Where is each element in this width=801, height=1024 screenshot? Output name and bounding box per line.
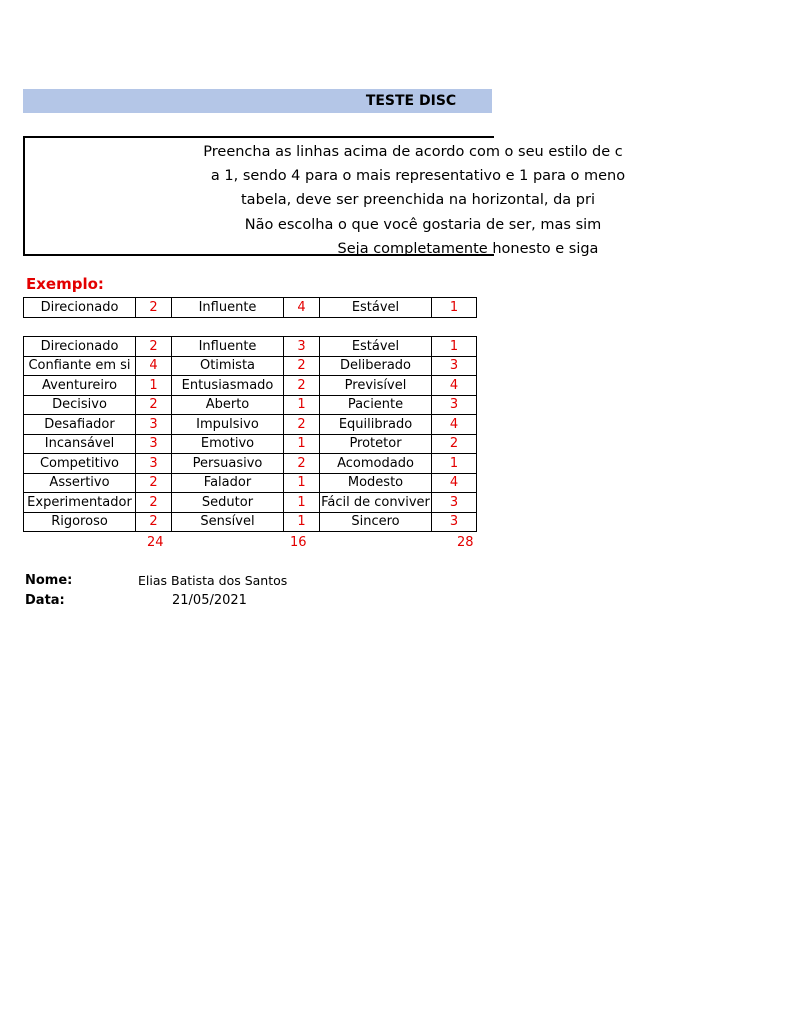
table-row <box>24 356 477 376</box>
word-cell: Entusiasmado <box>172 376 284 396</box>
word-cell: Influente <box>172 298 284 318</box>
score-cell[interactable]: 2 <box>432 434 477 454</box>
table-row <box>24 434 477 454</box>
table-row <box>24 395 477 415</box>
word-cell: Otimista <box>172 356 284 376</box>
name-label: Nome: <box>25 573 73 588</box>
instruction-line: a 1, sendo 4 para o mais representativo e 1 para o meno <box>210 168 626 185</box>
word-cell: Experimentador <box>24 493 136 513</box>
word-cell: Estável <box>320 298 432 318</box>
score-cell[interactable]: 4 <box>432 376 477 396</box>
word-cell: Persuasivo <box>172 454 284 474</box>
word-cell: Aventureiro <box>24 376 136 396</box>
score-cell[interactable]: 1 <box>136 376 172 396</box>
example-row <box>24 298 477 318</box>
disc-table <box>23 336 477 532</box>
table-row <box>24 473 477 493</box>
word-cell: Assertivo <box>24 473 136 493</box>
word-cell: Aberto <box>172 395 284 415</box>
instruction-line: Não escolha o que você gostaria de ser, mas sim <box>244 216 602 233</box>
score-cell[interactable]: 4 <box>136 356 172 376</box>
table-row <box>24 337 477 357</box>
score-cell[interactable]: 2 <box>136 493 172 513</box>
score-cell[interactable]: 2 <box>136 473 172 493</box>
table-row <box>24 512 477 532</box>
word-cell: Deliberado <box>320 356 432 376</box>
word-cell: Estável <box>320 337 432 357</box>
word-cell: Emotivo <box>172 434 284 454</box>
word-cell: Competitivo <box>24 454 136 474</box>
word-cell: Previsível <box>320 376 432 396</box>
total-2: 16 <box>290 535 307 550</box>
score-cell[interactable]: 1 <box>432 298 477 318</box>
example-table <box>23 297 477 318</box>
table-row <box>24 493 477 513</box>
date-value: 21/05/2021 <box>172 593 247 608</box>
instruction-line: Preencha as linhas acima de acordo com o seu estilo de c <box>203 144 623 160</box>
table-row <box>24 376 477 396</box>
score-cell[interactable]: 2 <box>284 376 320 396</box>
score-cell[interactable]: 2 <box>284 356 320 376</box>
instructions-box <box>23 136 626 257</box>
score-cell[interactable]: 3 <box>136 415 172 435</box>
score-cell[interactable]: 2 <box>284 454 320 474</box>
word-cell: Equilibrado <box>320 415 432 435</box>
score-cell[interactable]: 1 <box>284 434 320 454</box>
score-cell[interactable]: 2 <box>136 395 172 415</box>
score-cell[interactable]: 3 <box>432 493 477 513</box>
total-3: 28 <box>457 535 474 550</box>
table-row <box>24 415 477 435</box>
word-cell: Desafiador <box>24 415 136 435</box>
score-cell[interactable]: 2 <box>136 512 172 532</box>
score-cell[interactable]: 3 <box>432 395 477 415</box>
score-cell[interactable]: 2 <box>136 298 172 318</box>
word-cell: Direcionado <box>24 298 136 318</box>
word-cell: Sensível <box>172 512 284 532</box>
score-cell[interactable]: 3 <box>284 337 320 357</box>
word-cell: Acomodado <box>320 454 432 474</box>
word-cell: Impulsivo <box>172 415 284 435</box>
score-cell[interactable]: 3 <box>432 356 477 376</box>
word-cell: Falador <box>172 473 284 493</box>
page-title: TESTE DISC <box>365 93 457 109</box>
score-cell[interactable]: 2 <box>284 415 320 435</box>
word-cell: Modesto <box>320 473 432 493</box>
score-cell[interactable]: 2 <box>136 337 172 357</box>
word-cell: Decisivo <box>24 395 136 415</box>
word-cell: Incansável <box>24 434 136 454</box>
word-cell: Sedutor <box>172 493 284 513</box>
score-cell[interactable]: 3 <box>136 454 172 474</box>
word-cell: Protetor <box>320 434 432 454</box>
word-cell: Rigoroso <box>24 512 136 532</box>
score-cell[interactable]: 1 <box>432 337 477 357</box>
word-cell: Fácil de conviver <box>320 493 432 513</box>
instruction-line: Seja completamente honesto e siga <box>337 240 599 257</box>
word-cell: Direcionado <box>24 337 136 357</box>
example-label: Exemplo: <box>26 275 104 293</box>
score-cell[interactable]: 1 <box>284 395 320 415</box>
score-cell[interactable]: 1 <box>284 473 320 493</box>
word-cell: Sincero <box>320 512 432 532</box>
score-cell[interactable]: 4 <box>284 298 320 318</box>
score-cell[interactable]: 3 <box>432 512 477 532</box>
word-cell: Influente <box>172 337 284 357</box>
score-cell[interactable]: 1 <box>284 493 320 513</box>
score-cell[interactable]: 4 <box>432 473 477 493</box>
score-cell[interactable]: 1 <box>284 512 320 532</box>
name-value: Elias Batista dos Santos <box>138 573 288 588</box>
total-1: 24 <box>147 535 164 550</box>
table-row <box>24 454 477 474</box>
score-cell[interactable]: 4 <box>432 415 477 435</box>
instruction-line: tabela, deve ser preenchida na horizontal, da pri <box>241 192 595 209</box>
date-label: Data: <box>25 593 65 608</box>
word-cell: Confiante em si <box>24 356 136 376</box>
title-bar <box>23 89 492 113</box>
score-cell[interactable]: 1 <box>432 454 477 474</box>
word-cell: Paciente <box>320 395 432 415</box>
score-cell[interactable]: 3 <box>136 434 172 454</box>
